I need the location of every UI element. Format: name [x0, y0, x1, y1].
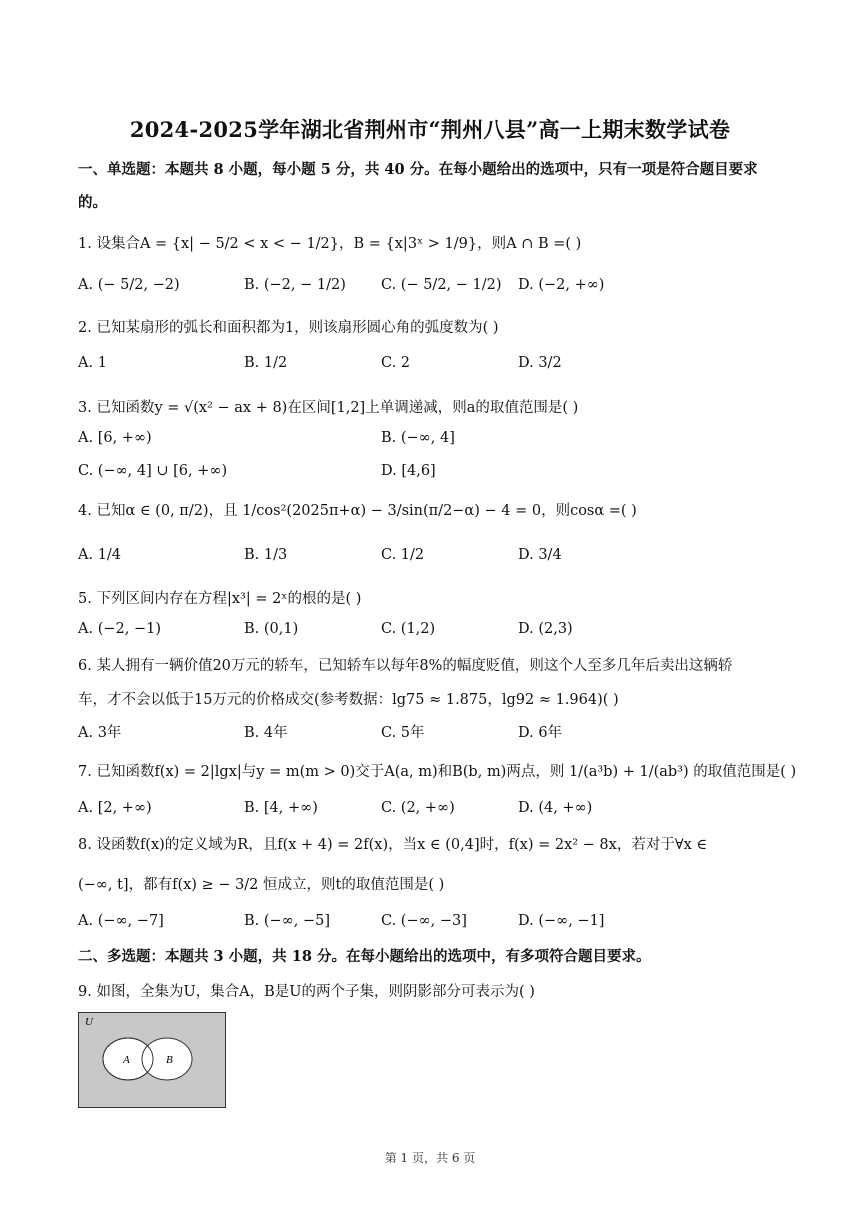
question-8-stem-line2: (−∞, t]，都有f(x) ≥ − 3/2 恒成立，则t的取值范围是( ) [78, 877, 445, 893]
page-footer: 第 1 页，共 6 页 [384, 1151, 476, 1165]
venn-diagram [78, 1012, 226, 1108]
question-4-option-b: B. 1/3 [244, 547, 288, 563]
question-8-option-a: A. (−∞, −7] [78, 913, 164, 929]
question-1-option-a: A. (− 5/2, −2) [78, 277, 180, 293]
question-5-option-b: B. (0,1) [244, 621, 299, 637]
question-6-option-c: C. 5年 [381, 725, 425, 741]
question-7-option-a: A. [2, +∞) [78, 800, 152, 816]
question-3-option-a: A. [6, +∞) [78, 430, 152, 446]
set-a-label: A [123, 1054, 130, 1066]
question-8-option-d: D. (−∞, −1] [518, 913, 605, 929]
question-9-stem: 9. 如图，全集为U，集合A，B是U的两个子集，则阴影部分可表示为( ) [78, 984, 535, 1000]
question-3-option-c: C. (−∞, 4] ∪ [6, +∞) [78, 463, 228, 479]
question-1-option-b: B. (−2, − 1/2) [244, 277, 346, 293]
question-5-option-a: A. (−2, −1) [78, 621, 161, 637]
page-title: 2024-2025学年湖北省荆州市“荆州八县”高一上期末数学试卷 [129, 117, 731, 142]
question-2-option-a: A. 1 [78, 355, 107, 371]
section-1-heading-line2: 的。 [78, 194, 107, 211]
question-2-option-b: B. 1/2 [244, 355, 288, 371]
question-4-stem: 4. 已知α ∈ (0, π/2)，且 1/cos²(2025π+α) − 3/sin(π/2−α) − 4 = 0，则cosα =( ) [78, 503, 637, 519]
question-5-option-d: D. (2,3) [518, 621, 573, 637]
question-3-stem: 3. 已知函数y = √(x² − ax + 8)在区间[1,2]上单调递减，则a的取值范围是( ) [78, 400, 579, 416]
question-5-option-c: C. (1,2) [381, 621, 436, 637]
question-7-option-c: C. (2, +∞) [381, 800, 455, 816]
question-4-option-c: C. 1/2 [381, 547, 425, 563]
question-6-option-a: A. 3年 [78, 725, 122, 741]
question-1-option-d: D. (−2, +∞) [518, 277, 605, 293]
section-1-heading-line1: 一、单选题：本题共 8 小题，每小题 5 分，共 40 分。在每小题给出的选项中，只有一项是符合题目要求 [78, 161, 758, 178]
question-4-option-d: D. 3/4 [518, 547, 562, 563]
question-1-stem: 1. 设集合A = {x| − 5/2 < x < − 1/2}，B = {x|3ˣ > 1/9}，则A ∩ B =( ) [78, 236, 582, 252]
question-1-option-c: C. (− 5/2, − 1/2) [381, 277, 502, 293]
question-7-option-b: B. [4, +∞) [244, 800, 318, 816]
question-6-stem-line1: 6. 某人拥有一辆价值20万元的轿车，已知轿车以每年8%的幅度贬值，则这个人至多几年后卖出这辆轿 [78, 658, 733, 674]
question-7-option-d: D. (4, +∞) [518, 800, 593, 816]
question-5-stem: 5. 下列区间内存在方程|x³| = 2ˣ的根的是( ) [78, 591, 362, 607]
section-2-heading: 二、多选题：本题共 3 小题，共 18 分。在每小题给出的选项中，有多项符合题目要求。 [78, 948, 651, 965]
set-b-label: B [166, 1054, 173, 1066]
question-8-stem-line1: 8. 设函数f(x)的定义域为R，且f(x + 4) = 2f(x)，当x ∈ (0,4]时，f(x) = 2x² − 8x，若对于∀x ∈ [78, 837, 708, 853]
question-3-option-d: D. [4,6] [381, 463, 436, 479]
question-3-option-b: B. (−∞, 4] [381, 430, 455, 446]
question-6-option-d: D. 6年 [518, 725, 563, 741]
question-6-stem-line2: 车，才不会以低于15万元的价格成交(参考数据：lg75 ≈ 1.875，lg92 ≈ 1.964)( ) [78, 692, 619, 708]
question-2-option-c: C. 2 [381, 355, 411, 371]
question-8-option-b: B. (−∞, −5] [244, 913, 331, 929]
question-4-option-a: A. 1/4 [78, 547, 122, 563]
question-6-option-b: B. 4年 [244, 725, 288, 741]
question-8-option-c: C. (−∞, −3] [381, 913, 467, 929]
question-7-stem: 7. 已知函数f(x) = 2|lgx|与y = m(m > 0)交于A(a, m)和B(b, m)两点，则 1/(a³b) + 1/(ab³) 的取值范围是( ) [78, 764, 797, 780]
question-2-option-d: D. 3/2 [518, 355, 562, 371]
venn-diagram-svg [78, 1012, 226, 1108]
question-2-stem: 2. 已知某扇形的弧长和面积都为1，则该扇形圆心角的弧度数为( ) [78, 320, 499, 336]
universe-label: U [85, 1016, 93, 1028]
